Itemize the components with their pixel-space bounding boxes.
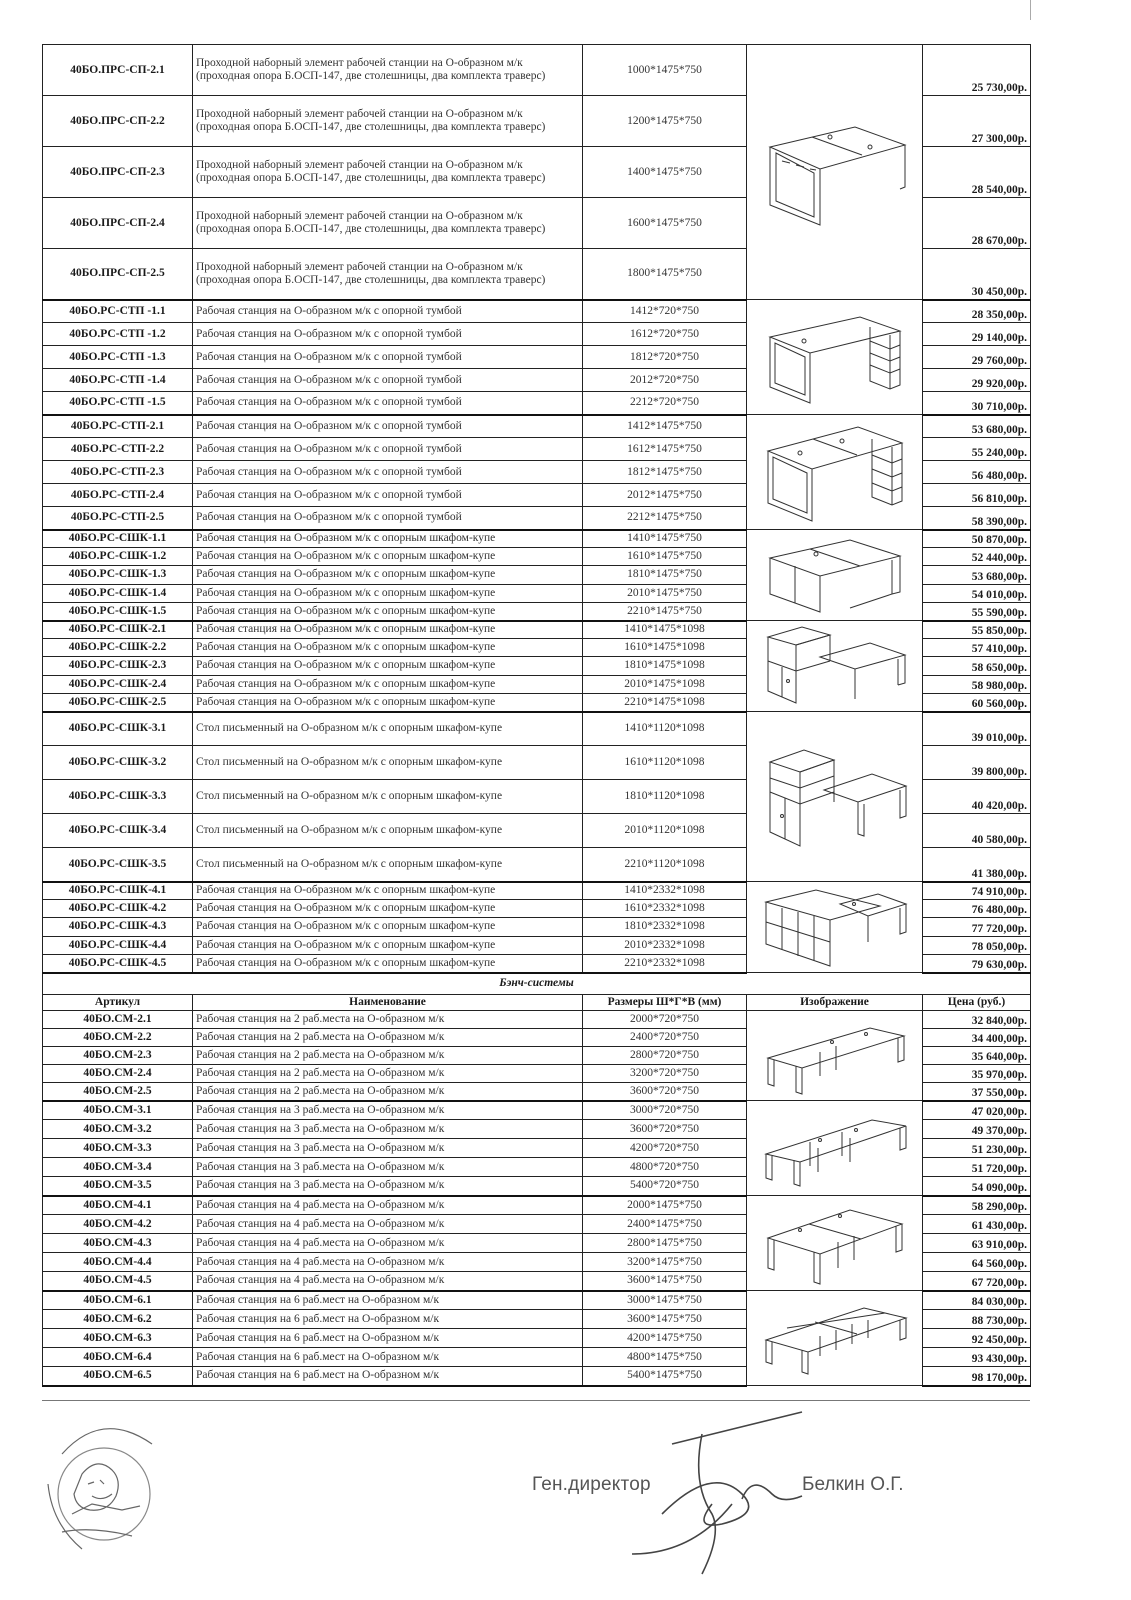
price-cell: 50 870,00р. — [923, 530, 1031, 548]
size-cell: 1200*1475*750 — [583, 96, 747, 147]
name-cell: Рабочая станция на О-образном м/к с опорной тумбой — [193, 484, 583, 507]
table-row — [43, 882, 1031, 900]
product-image — [747, 1011, 923, 1101]
size-cell: 3600*1475*750 — [583, 1272, 747, 1291]
size-cell: 2210*2332*1098 — [583, 954, 747, 972]
article-cell: 40БО.РС-СШК-3.5 — [43, 848, 193, 882]
name-cell: Рабочая станция на О-образном м/к с опорным шкафом-купе — [193, 693, 583, 711]
size-cell: 1600*1475*750 — [583, 198, 747, 249]
product-image — [747, 621, 923, 712]
price-cell: 79 630,00р. — [923, 954, 1031, 972]
price-cell: 77 720,00р. — [923, 918, 1031, 936]
name-cell: Рабочая станция на О-образном м/к с опорной тумбой — [193, 346, 583, 369]
name-cell: Рабочая станция на 6 раб.мест на О-образном м/к — [193, 1367, 583, 1386]
article-cell: 40БО.РС-СШК-3.2 — [43, 746, 193, 780]
size-cell: 3200*720*750 — [583, 1065, 747, 1083]
price-cell: 30 450,00р. — [923, 249, 1031, 300]
name-cell: Рабочая станция на 3 раб.места на О-образном м/к — [193, 1139, 583, 1158]
article-cell: 40БО.РС-СШК-3.4 — [43, 814, 193, 848]
price-list — [42, 44, 1030, 1387]
name-cell: Стол письменный на О-образном м/к с опорным шкафом-купе — [193, 814, 583, 848]
name-cell: Рабочая станция на О-образном м/к с опорной тумбой — [193, 392, 583, 415]
size-cell: 3200*1475*750 — [583, 1253, 747, 1272]
name-cell: Рабочая станция на 2 раб.места на О-образном м/к — [193, 1065, 583, 1083]
article-cell: 40БО.СМ-2.2 — [43, 1029, 193, 1047]
name-cell: Рабочая станция на 3 раб.места на О-образном м/к — [193, 1120, 583, 1139]
table-row — [43, 300, 1031, 323]
size-cell: 2400*1475*750 — [583, 1215, 747, 1234]
price-cell: 88 730,00р. — [923, 1310, 1031, 1329]
name-cell: Рабочая станция на О-образном м/к с опорным шкафом-купе — [193, 675, 583, 693]
article-cell: 40БО.СМ-2.4 — [43, 1065, 193, 1083]
size-cell: 1400*1475*750 — [583, 147, 747, 198]
price-cell: 67 720,00р. — [923, 1272, 1031, 1291]
size-cell: 4800*720*750 — [583, 1158, 747, 1177]
article-cell: 40БО.СМ-6.1 — [43, 1291, 193, 1310]
price-cell: 55 240,00р. — [923, 438, 1031, 461]
product-image — [747, 1291, 923, 1386]
price-cell: 29 760,00р. — [923, 346, 1031, 369]
size-cell: 4200*720*750 — [583, 1139, 747, 1158]
article-cell: 40БО.РС-СШК-4.3 — [43, 918, 193, 936]
size-cell: 2012*1475*750 — [583, 484, 747, 507]
name-cell: Стол письменный на О-образном м/к с опорным шкафом-купе — [193, 712, 583, 746]
price-cell: 58 290,00р. — [923, 1196, 1031, 1215]
price-cell: 28 540,00р. — [923, 147, 1031, 198]
price-cell: 40 420,00р. — [923, 780, 1031, 814]
article-cell: 40БО.СМ-4.3 — [43, 1234, 193, 1253]
signature-block — [42, 1404, 1042, 1594]
article-cell: 40БО.РС-СШК-4.5 — [43, 954, 193, 972]
name-cell: Стол письменный на О-образном м/к с опорным шкафом-купе — [193, 848, 583, 882]
edge-mark — [1030, 0, 1031, 20]
name-cell: Рабочая станция на 6 раб.мест на О-образном м/к — [193, 1291, 583, 1310]
price-cell: 52 440,00р. — [923, 548, 1031, 566]
article-cell: 40БО.ПРС-СП-2.1 — [43, 45, 193, 96]
price-cell: 98 170,00р. — [923, 1367, 1031, 1386]
size-cell: 2800*720*750 — [583, 1047, 747, 1065]
article-cell: 40БО.ПРС-СП-2.5 — [43, 249, 193, 300]
article-cell: 40БО.СМ-6.5 — [43, 1367, 193, 1386]
article-cell: 40БО.СМ-4.2 — [43, 1215, 193, 1234]
size-cell: 2012*720*750 — [583, 369, 747, 392]
article-cell: 40БО.РС-СТП -1.1 — [43, 300, 193, 323]
name-cell: Рабочая станция на 2 раб.места на О-образном м/к — [193, 1029, 583, 1047]
price-cell: 58 390,00р. — [923, 507, 1031, 530]
size-cell: 1612*720*750 — [583, 323, 747, 346]
name-cell: Рабочая станция на 4 раб.места на О-образном м/к — [193, 1196, 583, 1215]
bench-2-illustration — [760, 1016, 910, 1096]
name-cell: Рабочая станция на 2 раб.места на О-образном м/к — [193, 1083, 583, 1101]
article-cell: 40БО.РС-СТП -1.5 — [43, 392, 193, 415]
price-cell: 41 380,00р. — [923, 848, 1031, 882]
size-cell: 2210*1475*750 — [583, 602, 747, 620]
article-cell: 40БО.РС-СТП-2.1 — [43, 415, 193, 438]
article-cell: 40БО.СМ-6.3 — [43, 1329, 193, 1348]
article-cell: 40БО.ПРС-СП-2.4 — [43, 198, 193, 249]
table-row — [43, 712, 1031, 746]
size-cell: 3600*720*750 — [583, 1120, 747, 1139]
size-cell: 2000*720*750 — [583, 1011, 747, 1029]
article-cell: 40БО.РС-СШК-2.1 — [43, 621, 193, 639]
size-cell: 1610*1120*1098 — [583, 746, 747, 780]
size-cell: 5400*720*750 — [583, 1177, 747, 1196]
price-cell: 58 980,00р. — [923, 675, 1031, 693]
article-cell: 40БО.РС-СШК-4.1 — [43, 882, 193, 900]
article-cell: 40БО.РС-СТП -1.2 — [43, 323, 193, 346]
article-cell: 40БО.РС-СТП-2.4 — [43, 484, 193, 507]
price-cell: 92 450,00р. — [923, 1329, 1031, 1348]
price-cell: 28 350,00р. — [923, 300, 1031, 323]
table-header-row — [43, 995, 1031, 1011]
name-cell: Стол письменный на О-образном м/к с опорным шкафом-купе — [193, 780, 583, 814]
price-cell: 39 800,00р. — [923, 746, 1031, 780]
name-cell: Рабочая станция на 4 раб.места на О-образном м/к — [193, 1272, 583, 1291]
article-cell: 40БО.СМ-3.1 — [43, 1101, 193, 1120]
article-cell: 40БО.РС-СТП -1.4 — [43, 369, 193, 392]
name-cell: Рабочая станция на 6 раб.мест на О-образном м/к — [193, 1329, 583, 1348]
price-cell: 61 430,00р. — [923, 1215, 1031, 1234]
price-cell: 29 140,00р. — [923, 323, 1031, 346]
price-cell: 51 230,00р. — [923, 1139, 1031, 1158]
table-row — [43, 1196, 1031, 1215]
size-cell: 2210*1475*1098 — [583, 693, 747, 711]
table-row — [43, 415, 1031, 438]
size-cell: 1810*1475*750 — [583, 566, 747, 584]
name-cell: Рабочая станция на О-образном м/к с опорной тумбой — [193, 461, 583, 484]
article-cell: 40БО.РС-СШК-2.3 — [43, 657, 193, 675]
size-cell: 1412*1475*750 — [583, 415, 747, 438]
article-cell: 40БО.РС-СШК-3.1 — [43, 712, 193, 746]
product-image — [747, 1101, 923, 1196]
name-cell: Рабочая станция на О-образном м/к с опорным шкафом-купе — [193, 584, 583, 602]
section-bench — [43, 973, 1031, 1011]
table-row — [43, 1291, 1031, 1310]
article-cell: 40БО.РС-СШК-1.3 — [43, 566, 193, 584]
table-row — [43, 1011, 1031, 1029]
price-cell: 57 410,00р. — [923, 639, 1031, 657]
article-cell: 40БО.РС-СШК-4.4 — [43, 936, 193, 954]
size-cell: 4800*1475*750 — [583, 1348, 747, 1367]
name-cell: Рабочая станция на О-образном м/к с опорным шкафом-купе — [193, 639, 583, 657]
price-cell: 64 560,00р. — [923, 1253, 1031, 1272]
price-cell: 53 680,00р. — [923, 566, 1031, 584]
cabinet-double-desk-illustration — [760, 882, 910, 972]
header-image: Изображение — [747, 995, 923, 1011]
size-cell: 2210*1120*1098 — [583, 848, 747, 882]
name-cell: Проходной наборный элемент рабочей станции на О-образном м/к (проходная опора Б.ОСП-147, две столешницы, два комплекта траверс) — [193, 147, 583, 198]
name-cell: Рабочая станция на О-образном м/к с опорной тумбой — [193, 438, 583, 461]
product-image — [747, 712, 923, 882]
article-cell: 40БО.ПРС-СП-2.3 — [43, 147, 193, 198]
price-cell: 53 680,00р. — [923, 415, 1031, 438]
name-cell: Рабочая станция на О-образном м/к с опорной тумбой — [193, 369, 583, 392]
product-rows-workstations — [43, 45, 1031, 973]
price-cell: 47 020,00р. — [923, 1101, 1031, 1120]
size-cell: 2212*720*750 — [583, 392, 747, 415]
header-article: Артикул — [43, 995, 193, 1011]
bench-6-illustration — [760, 1298, 910, 1378]
price-cell: 63 910,00р. — [923, 1234, 1031, 1253]
handwritten-signature — [602, 1404, 842, 1594]
size-cell: 1410*2332*1098 — [583, 882, 747, 900]
article-cell: 40БО.РС-СШК-2.5 — [43, 693, 193, 711]
article-cell: 40БО.РС-СТП-2.2 — [43, 438, 193, 461]
product-image — [747, 882, 923, 973]
bench-3-illustration — [760, 1108, 910, 1188]
price-cell: 32 840,00р. — [923, 1011, 1031, 1029]
size-cell: 1610*2332*1098 — [583, 900, 747, 918]
article-cell: 40БО.РС-СШК-1.1 — [43, 530, 193, 548]
product-image — [747, 530, 923, 621]
article-cell: 40БО.СМ-6.4 — [43, 1348, 193, 1367]
desk-illustration — [760, 117, 910, 227]
article-cell: 40БО.РС-СШК-4.2 — [43, 900, 193, 918]
size-cell: 2400*720*750 — [583, 1029, 747, 1047]
name-cell: Рабочая станция на О-образном м/к с опорным шкафом-купе — [193, 548, 583, 566]
name-cell: Рабочая станция на О-образном м/к с опорной тумбой — [193, 507, 583, 530]
name-cell: Рабочая станция на 6 раб.мест на О-образном м/к — [193, 1348, 583, 1367]
size-cell: 1612*1475*750 — [583, 438, 747, 461]
name-cell: Рабочая станция на О-образном м/к с опорной тумбой — [193, 415, 583, 438]
price-cell: 25 730,00р. — [923, 45, 1031, 96]
name-cell: Рабочая станция на О-образном м/к с опорным шкафом-купе — [193, 621, 583, 639]
size-cell: 1800*1475*750 — [583, 249, 747, 300]
name-cell: Рабочая станция на О-образном м/к с опорным шкафом-купе — [193, 936, 583, 954]
size-cell: 2010*1120*1098 — [583, 814, 747, 848]
article-cell: 40БО.СМ-3.3 — [43, 1139, 193, 1158]
name-cell: Рабочая станция на О-образном м/к с опорной тумбой — [193, 323, 583, 346]
price-cell: 54 010,00р. — [923, 584, 1031, 602]
cabinet-desk-illustration — [760, 530, 910, 620]
size-cell: 1410*1475*1098 — [583, 621, 747, 639]
price-table — [42, 44, 1031, 1387]
size-cell: 1410*1120*1098 — [583, 712, 747, 746]
name-cell: Рабочая станция на 4 раб.места на О-образном м/к — [193, 1234, 583, 1253]
size-cell: 2010*1475*1098 — [583, 675, 747, 693]
product-image — [747, 415, 923, 530]
price-cell: 55 590,00р. — [923, 602, 1031, 620]
price-cell: 56 810,00р. — [923, 484, 1031, 507]
article-cell: 40БО.СМ-4.1 — [43, 1196, 193, 1215]
article-cell: 40БО.РС-СТП -1.3 — [43, 346, 193, 369]
price-cell: 39 010,00р. — [923, 712, 1031, 746]
article-cell: 40БО.СМ-3.4 — [43, 1158, 193, 1177]
company-stamp — [42, 1414, 162, 1554]
pedestal-desk-illustration — [760, 307, 910, 407]
table-row — [43, 45, 1031, 96]
price-cell: 55 850,00р. — [923, 621, 1031, 639]
article-cell: 40БО.РС-СШК-1.2 — [43, 548, 193, 566]
article-cell: 40БО.СМ-2.3 — [43, 1047, 193, 1065]
size-cell: 5400*1475*750 — [583, 1367, 747, 1386]
price-cell: 76 480,00р. — [923, 900, 1031, 918]
name-cell: Рабочая станция на 3 раб.места на О-образном м/к — [193, 1177, 583, 1196]
size-cell: 1812*720*750 — [583, 346, 747, 369]
price-cell: 37 550,00р. — [923, 1083, 1031, 1101]
article-cell: 40БО.СМ-3.5 — [43, 1177, 193, 1196]
article-cell: 40БО.РС-СШК-2.4 — [43, 675, 193, 693]
signer-role: Ген.директор — [532, 1474, 651, 1495]
size-cell: 3600*1475*750 — [583, 1310, 747, 1329]
size-cell: 1610*1475*750 — [583, 548, 747, 566]
article-cell: 40БО.РС-СШК-2.2 — [43, 639, 193, 657]
size-cell: 1000*1475*750 — [583, 45, 747, 96]
product-image — [747, 45, 923, 300]
name-cell: Проходной наборный элемент рабочей станции на О-образном м/к (проходная опора Б.ОСП-147, две столешницы, два комплекта траверс) — [193, 249, 583, 300]
article-cell: 40БО.РС-СШК-3.3 — [43, 780, 193, 814]
price-cell: 51 720,00р. — [923, 1158, 1031, 1177]
size-cell: 3600*720*750 — [583, 1083, 747, 1101]
name-cell: Рабочая станция на 4 раб.места на О-образном м/к — [193, 1215, 583, 1234]
size-cell: 1810*2332*1098 — [583, 918, 747, 936]
bench-4-illustration — [760, 1198, 910, 1288]
size-cell: 2800*1475*750 — [583, 1234, 747, 1253]
name-cell: Рабочая станция на 6 раб.мест на О-образном м/к — [193, 1310, 583, 1329]
size-cell: 3000*720*750 — [583, 1101, 747, 1120]
tall-cabinet-desk-illustration — [760, 621, 910, 711]
writing-desk-cabinet-illustration — [760, 742, 910, 852]
name-cell: Проходной наборный элемент рабочей станции на О-образном м/к (проходная опора Б.ОСП-147, две столешницы, два комплекта траверс) — [193, 45, 583, 96]
price-cell: 35 640,00р. — [923, 1047, 1031, 1065]
article-cell: 40БО.СМ-2.5 — [43, 1083, 193, 1101]
price-cell: 84 030,00р. — [923, 1291, 1031, 1310]
price-cell: 58 650,00р. — [923, 657, 1031, 675]
size-cell: 2010*2332*1098 — [583, 936, 747, 954]
size-cell: 1810*1475*1098 — [583, 657, 747, 675]
article-cell: 40БО.РС-СШК-1.5 — [43, 602, 193, 620]
article-cell: 40БО.СМ-2.1 — [43, 1011, 193, 1029]
product-rows-bench — [43, 1011, 1031, 1386]
size-cell: 1810*1120*1098 — [583, 780, 747, 814]
name-cell: Рабочая станция на О-образном м/к с опорной тумбой — [193, 300, 583, 323]
article-cell: 40БО.СМ-4.5 — [43, 1272, 193, 1291]
name-cell: Рабочая станция на 3 раб.места на О-образном м/к — [193, 1158, 583, 1177]
name-cell: Рабочая станция на 2 раб.места на О-образном м/к — [193, 1047, 583, 1065]
table-row — [43, 621, 1031, 639]
name-cell: Рабочая станция на О-образном м/к с опорным шкафом-купе — [193, 566, 583, 584]
size-cell: 1412*720*750 — [583, 300, 747, 323]
article-cell: 40БО.СМ-4.4 — [43, 1253, 193, 1272]
name-cell: Рабочая станция на О-образном м/к с опорным шкафом-купе — [193, 882, 583, 900]
name-cell: Проходной наборный элемент рабочей станции на О-образном м/к (проходная опора Б.ОСП-147, две столешницы, два комплекта траверс) — [193, 96, 583, 147]
divider — [42, 1400, 1030, 1401]
price-cell: 78 050,00р. — [923, 936, 1031, 954]
price-cell: 40 580,00р. — [923, 814, 1031, 848]
article-cell: 40БО.РС-СТП-2.3 — [43, 461, 193, 484]
header-price: Цена (руб.) — [923, 995, 1031, 1011]
article-cell: 40БО.РС-СТП-2.5 — [43, 507, 193, 530]
table-row — [43, 1101, 1031, 1120]
name-cell: Рабочая станция на О-образном м/к с опорным шкафом-купе — [193, 657, 583, 675]
size-cell: 1812*1475*750 — [583, 461, 747, 484]
price-cell: 35 970,00р. — [923, 1065, 1031, 1083]
price-cell: 93 430,00р. — [923, 1348, 1031, 1367]
header-name: Наименование — [193, 995, 583, 1011]
name-cell: Рабочая станция на О-образном м/к с опорным шкафом-купе — [193, 900, 583, 918]
name-cell: Стол письменный на О-образном м/к с опорным шкафом-купе — [193, 746, 583, 780]
size-cell: 2212*1475*750 — [583, 507, 747, 530]
name-cell: Рабочая станция на 3 раб.места на О-образном м/к — [193, 1101, 583, 1120]
header-size: Размеры Ш*Г*В (мм) — [583, 995, 747, 1011]
name-cell: Рабочая станция на 2 раб.места на О-образном м/к — [193, 1011, 583, 1029]
product-image — [747, 300, 923, 415]
name-cell: Рабочая станция на О-образном м/к с опорным шкафом-купе — [193, 530, 583, 548]
pedestal-double-desk-illustration — [760, 417, 910, 527]
signer-name: Белкин О.Г. — [802, 1474, 904, 1495]
size-cell: 4200*1475*750 — [583, 1329, 747, 1348]
size-cell: 1610*1475*1098 — [583, 639, 747, 657]
price-cell: 74 910,00р. — [923, 882, 1031, 900]
size-cell: 1410*1475*750 — [583, 530, 747, 548]
price-cell: 60 560,00р. — [923, 693, 1031, 711]
name-cell: Рабочая станция на О-образном м/к с опорным шкафом-купе — [193, 918, 583, 936]
price-cell: 28 670,00р. — [923, 198, 1031, 249]
size-cell: 2000*1475*750 — [583, 1196, 747, 1215]
name-cell: Рабочая станция на О-образном м/к с опорным шкафом-купе — [193, 954, 583, 972]
price-cell: 34 400,00р. — [923, 1029, 1031, 1047]
size-cell: 3000*1475*750 — [583, 1291, 747, 1310]
name-cell: Рабочая станция на О-образном м/к с опорным шкафом-купе — [193, 602, 583, 620]
price-cell: 49 370,00р. — [923, 1120, 1031, 1139]
section-title: Бэнч-системы — [43, 973, 1031, 995]
price-cell: 27 300,00р. — [923, 96, 1031, 147]
article-cell: 40БО.СМ-3.2 — [43, 1120, 193, 1139]
article-cell: 40БО.ПРС-СП-2.2 — [43, 96, 193, 147]
product-image — [747, 1196, 923, 1291]
article-cell: 40БО.РС-СШК-1.4 — [43, 584, 193, 602]
table-row — [43, 530, 1031, 548]
article-cell: 40БО.СМ-6.2 — [43, 1310, 193, 1329]
size-cell: 2010*1475*750 — [583, 584, 747, 602]
name-cell: Рабочая станция на 4 раб.места на О-образном м/к — [193, 1253, 583, 1272]
name-cell: Проходной наборный элемент рабочей станции на О-образном м/к (проходная опора Б.ОСП-147, две столешницы, два комплекта траверс) — [193, 198, 583, 249]
price-cell: 54 090,00р. — [923, 1177, 1031, 1196]
price-cell: 56 480,00р. — [923, 461, 1031, 484]
price-cell: 30 710,00р. — [923, 392, 1031, 415]
price-cell: 29 920,00р. — [923, 369, 1031, 392]
